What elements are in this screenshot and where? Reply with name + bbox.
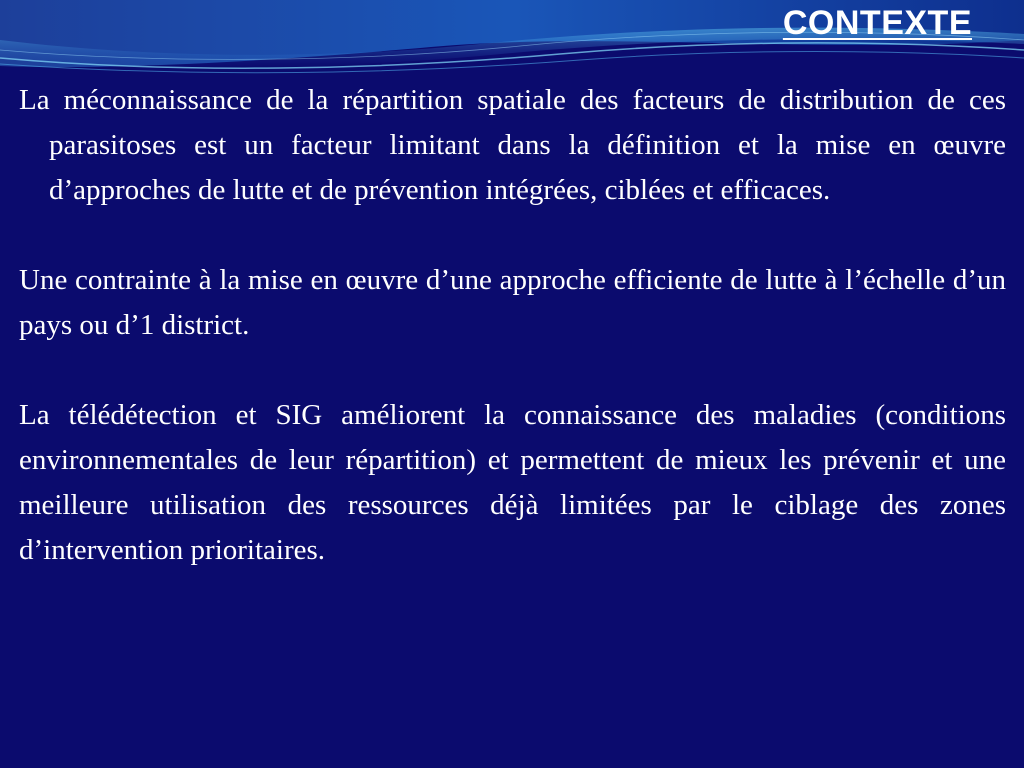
paragraph-3: La télédétection et SIG améliorent la connaissance des maladies (conditions environnementales de leur répartition) et permettent de mieux les prévenir et une meilleure utilisation des ressources déjà limitées par le ciblage des zones d’intervention prioritaires. <box>19 399 1006 566</box>
paragraph-1: La méconnaissance de la répartition spatiale des facteurs de distribution de ces parasitoses est un facteur limitant dans la définition et la mise en œuvre d’approches de lutte et de prévention intégrées, ciblées et efficaces. <box>19 84 1006 206</box>
paragraph-2: Une contrainte à la mise en œuvre d’une approche efficiente de lutte à l’échelle d’un pays ou d’1 district. <box>19 264 1006 341</box>
slide-body <box>19 78 1006 573</box>
slide-title: CONTEXTE <box>782 4 972 42</box>
